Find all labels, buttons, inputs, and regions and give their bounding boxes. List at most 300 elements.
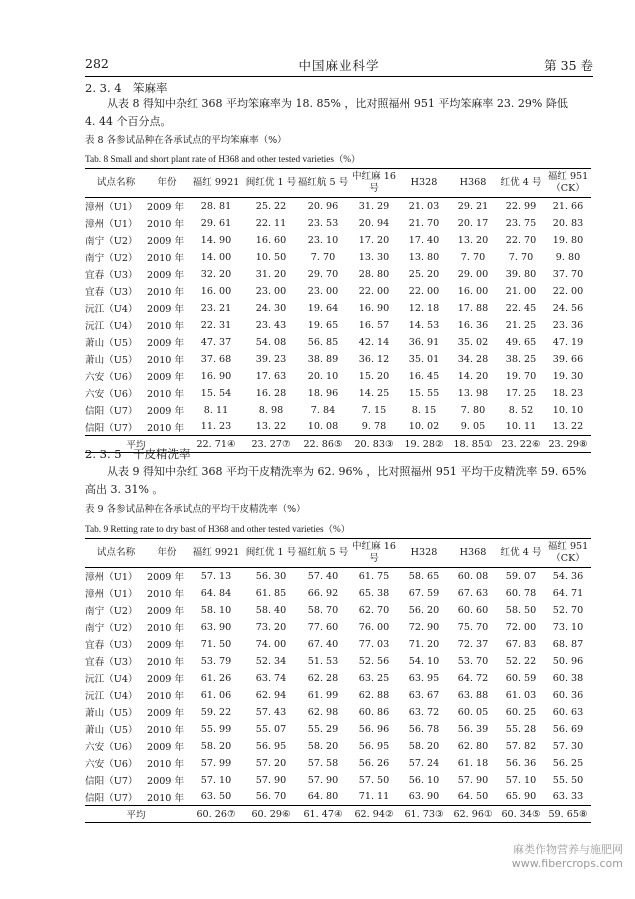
watermark-line: www.fibercrops.com xyxy=(511,857,623,870)
value-cell: 64. 71 xyxy=(552,587,584,599)
value-cell: 54. 10 xyxy=(408,655,440,667)
value-cell: 10. 10 xyxy=(552,404,584,416)
section-heading-2-3-5 xyxy=(85,446,191,462)
value-cell: 72. 00 xyxy=(505,621,537,633)
value-cell: 15. 20 xyxy=(358,370,390,382)
table9-caption-cn: 表 9 各参试品种在各承试点的平均干皮精洗率（%） xyxy=(85,504,306,515)
value-cell: 16. 00 xyxy=(457,285,489,297)
value-cell: 13. 22 xyxy=(552,421,584,433)
year-cell: 2010 年 xyxy=(147,321,185,332)
value-cell: 22. 11 xyxy=(255,217,287,229)
value-cell: 57. 90 xyxy=(457,774,489,786)
value-cell: 64. 84 xyxy=(200,587,232,599)
column-header: H368 xyxy=(459,547,487,558)
site-cell: 信阳（U7） xyxy=(85,422,138,434)
table-row xyxy=(85,619,591,636)
year-cell: 2010 年 xyxy=(147,355,185,366)
value-cell: 52. 22 xyxy=(505,655,537,667)
value-cell: 39. 66 xyxy=(552,353,584,365)
site-cell: 萧山（U5） xyxy=(85,725,138,736)
value-cell: 57. 13 xyxy=(200,570,232,582)
value-cell: 61. 85 xyxy=(255,587,287,599)
site-cell: 漳州（U1） xyxy=(85,202,138,214)
section-heading-2-3-4 xyxy=(85,80,168,96)
value-cell: 17. 88 xyxy=(457,302,489,314)
value-cell: 57. 30 xyxy=(552,740,584,752)
column-header: 闽红优 1 号 xyxy=(245,177,297,188)
value-cell: 60. 60 xyxy=(457,604,489,616)
year-cell: 2009 年 xyxy=(147,270,185,281)
value-cell: 57. 20 xyxy=(255,757,287,769)
value-cell: 13. 22 xyxy=(255,421,287,433)
column-header: 红优 4 号 xyxy=(500,547,542,558)
site-cell: 六安（U6） xyxy=(85,389,138,400)
journal-title: 中国麻业科学 xyxy=(298,58,380,73)
value-cell: 42. 14 xyxy=(358,336,390,348)
table-row xyxy=(85,687,591,704)
value-cell: 23. 75 xyxy=(505,217,537,229)
value-cell: 66. 92 xyxy=(307,587,339,599)
year-cell: 2010 年 xyxy=(147,623,185,634)
table-row xyxy=(85,317,591,334)
value-cell: 58. 65 xyxy=(408,570,440,582)
average-value-cell: 23. 22⑥ xyxy=(497,436,545,453)
site-cell: 沅江（U4） xyxy=(85,674,138,685)
value-cell: 56. 70 xyxy=(255,791,287,803)
table8-caption-en: Tab. 8 Small and short plant rate of H368 and other tested varieties（%） xyxy=(85,155,361,165)
value-cell: 8. 11 xyxy=(203,404,229,416)
value-cell: 20. 17 xyxy=(457,217,489,229)
value-cell: 62. 94 xyxy=(255,689,287,701)
value-cell: 63. 90 xyxy=(408,791,440,803)
value-cell: 57. 99 xyxy=(200,757,232,769)
table-header-row xyxy=(85,169,591,198)
table-row xyxy=(85,334,591,351)
table-row xyxy=(85,402,591,419)
value-cell: 10. 50 xyxy=(255,251,287,263)
value-cell: 16. 57 xyxy=(358,319,390,331)
value-cell: 56. 95 xyxy=(255,740,287,752)
value-cell: 53. 79 xyxy=(200,655,232,667)
value-cell: 49. 65 xyxy=(505,336,537,348)
value-cell: 29. 21 xyxy=(457,200,489,212)
value-cell: 57. 90 xyxy=(255,774,287,786)
value-cell: 13. 30 xyxy=(358,251,390,263)
value-cell: 23. 00 xyxy=(307,285,339,297)
table-row xyxy=(85,789,591,806)
value-cell: 47. 37 xyxy=(200,336,232,348)
value-cell: 39. 80 xyxy=(505,268,537,280)
value-cell: 25. 22 xyxy=(255,200,287,212)
value-cell: 19. 65 xyxy=(307,319,339,331)
average-label: 平均 xyxy=(85,806,187,823)
value-cell: 22. 99 xyxy=(505,200,537,212)
value-cell: 18. 96 xyxy=(307,387,339,399)
column-header: 闽红优 1 号 xyxy=(245,547,297,558)
value-cell: 24. 56 xyxy=(552,302,584,314)
value-cell: 73. 10 xyxy=(552,621,584,633)
section-title: 干皮精洗率 xyxy=(133,447,191,461)
value-cell: 22. 45 xyxy=(505,302,537,314)
value-cell: 28. 80 xyxy=(358,268,390,280)
value-cell: 62. 80 xyxy=(457,740,489,752)
table-row xyxy=(85,283,591,300)
value-cell: 29. 00 xyxy=(457,268,489,280)
value-cell: 55. 07 xyxy=(255,723,287,735)
value-cell: 62. 98 xyxy=(307,706,339,718)
value-cell: 23. 21 xyxy=(200,302,232,314)
value-cell: 56. 78 xyxy=(408,723,440,735)
value-cell: 52. 70 xyxy=(552,604,584,616)
value-cell: 53. 70 xyxy=(457,655,489,667)
value-cell: 14. 20 xyxy=(457,370,489,382)
year-cell: 2009 年 xyxy=(147,708,185,719)
value-cell: 22. 70 xyxy=(505,234,537,246)
table-row xyxy=(85,232,591,249)
site-cell: 六安（U6） xyxy=(85,372,138,383)
site-cell: 南宁（U2） xyxy=(85,606,138,617)
table-row xyxy=(85,670,591,687)
value-cell: 8. 98 xyxy=(258,404,284,416)
average-value-cell: 60. 26⑦ xyxy=(187,806,245,823)
table-row xyxy=(85,266,591,283)
value-cell: 56. 85 xyxy=(307,336,339,348)
year-cell: 2009 年 xyxy=(147,572,185,584)
site-cell: 萧山（U5） xyxy=(85,355,138,366)
value-cell: 37. 68 xyxy=(200,353,232,365)
value-cell: 56. 95 xyxy=(358,740,390,752)
value-cell: 9. 80 xyxy=(555,251,581,263)
value-cell: 17. 20 xyxy=(358,234,390,246)
table-row xyxy=(85,755,591,772)
value-cell: 8. 52 xyxy=(508,404,534,416)
value-cell: 36. 91 xyxy=(408,336,440,348)
year-cell: 2009 年 xyxy=(147,202,185,214)
value-cell: 19. 80 xyxy=(552,234,584,246)
year-cell: 2009 年 xyxy=(147,372,185,383)
year-cell: 2010 年 xyxy=(147,691,185,702)
table-row xyxy=(85,636,591,653)
value-cell: 67. 59 xyxy=(408,587,440,599)
running-header xyxy=(85,56,593,74)
column-header: 福红航 5 号 xyxy=(297,177,349,188)
value-cell: 18. 23 xyxy=(552,387,584,399)
table8-caption-cn: 表 8 各参试品种在各承试点的平均笨麻率（%） xyxy=(85,135,287,146)
value-cell: 61. 75 xyxy=(358,570,390,582)
page-number: 282 xyxy=(85,56,109,71)
value-cell: 7. 70 xyxy=(310,251,336,263)
value-cell: 60. 78 xyxy=(505,587,537,599)
value-cell: 63. 72 xyxy=(408,706,440,718)
value-cell: 58. 10 xyxy=(200,604,232,616)
value-cell: 67. 40 xyxy=(307,638,339,650)
value-cell: 13. 80 xyxy=(408,251,440,263)
value-cell: 17. 63 xyxy=(255,370,287,382)
value-cell: 39. 23 xyxy=(255,353,287,365)
table-row xyxy=(85,368,591,385)
table-row xyxy=(85,721,591,738)
value-cell: 16. 90 xyxy=(358,302,390,314)
value-cell: 57. 90 xyxy=(307,774,339,786)
value-cell: 35. 01 xyxy=(408,353,440,365)
value-cell: 57. 82 xyxy=(505,740,537,752)
value-cell: 58. 50 xyxy=(505,604,537,616)
year-cell: 2010 年 xyxy=(147,657,185,668)
value-cell: 21. 00 xyxy=(505,285,537,297)
value-cell: 29. 70 xyxy=(307,268,339,280)
value-cell: 57. 50 xyxy=(358,774,390,786)
value-cell: 64. 50 xyxy=(457,791,489,803)
header-rule xyxy=(85,76,593,77)
average-value-cell: 60. 29⑥ xyxy=(245,806,297,823)
column-header: 试点名称 xyxy=(96,547,136,558)
value-cell: 63. 50 xyxy=(200,791,232,803)
value-cell: 56. 10 xyxy=(408,774,440,786)
value-cell: 21. 25 xyxy=(505,319,537,331)
value-cell: 60. 08 xyxy=(457,570,489,582)
column-header: H368 xyxy=(459,177,487,188)
value-cell: 23. 10 xyxy=(307,234,339,246)
average-value-cell: 22. 86⑤ xyxy=(297,436,349,453)
value-cell: 61. 03 xyxy=(505,689,537,701)
column-header: 中红麻 16 号 xyxy=(351,541,397,564)
value-cell: 8. 15 xyxy=(411,404,437,416)
table-row xyxy=(85,738,591,755)
value-cell: 16. 90 xyxy=(200,370,232,382)
table-row xyxy=(85,568,591,585)
average-value-cell: 19. 28② xyxy=(399,436,449,453)
value-cell: 14. 53 xyxy=(408,319,440,331)
value-cell: 63. 74 xyxy=(255,672,287,684)
value-cell: 73. 20 xyxy=(255,621,287,633)
value-cell: 47. 19 xyxy=(552,336,584,348)
table-header-row xyxy=(85,539,591,568)
value-cell: 17. 25 xyxy=(505,387,537,399)
site-cell: 萧山（U5） xyxy=(85,338,138,349)
value-cell: 63. 67 xyxy=(408,689,440,701)
value-cell: 21. 03 xyxy=(408,200,440,212)
year-cell: 2009 年 xyxy=(147,640,185,651)
average-label: 平均 xyxy=(85,436,187,453)
site-cell: 宜春（U3） xyxy=(85,287,138,298)
year-cell: 2009 年 xyxy=(147,674,185,685)
value-cell: 16. 60 xyxy=(255,234,287,246)
table-row xyxy=(85,585,591,602)
table-8 xyxy=(85,168,591,453)
value-cell: 52. 56 xyxy=(358,655,390,667)
average-value-cell: 61. 73③ xyxy=(399,806,449,823)
value-cell: 22. 00 xyxy=(552,285,584,297)
average-value-cell: 23. 29⑧ xyxy=(545,436,591,453)
value-cell: 37. 70 xyxy=(552,268,584,280)
value-cell: 22. 00 xyxy=(358,285,390,297)
site-cell: 信阳（U7） xyxy=(85,792,138,804)
value-cell: 55. 29 xyxy=(307,723,339,735)
value-cell: 56. 39 xyxy=(457,723,489,735)
value-cell: 12. 18 xyxy=(408,302,440,314)
value-cell: 19. 70 xyxy=(505,370,537,382)
value-cell: 60. 36 xyxy=(552,689,584,701)
value-cell: 57. 10 xyxy=(505,774,537,786)
value-cell: 62. 88 xyxy=(358,689,390,701)
year-cell: 2010 年 xyxy=(147,792,185,804)
table-row xyxy=(85,351,591,368)
value-cell: 72. 90 xyxy=(408,621,440,633)
value-cell: 54. 08 xyxy=(255,336,287,348)
column-header: 福红航 5 号 xyxy=(297,547,349,558)
site-cell: 信阳（U7） xyxy=(85,776,138,787)
value-cell: 75. 70 xyxy=(457,621,489,633)
value-cell: 16. 00 xyxy=(200,285,232,297)
value-cell: 9. 78 xyxy=(361,421,387,433)
value-cell: 58. 20 xyxy=(200,740,232,752)
value-cell: 72. 37 xyxy=(457,638,489,650)
value-cell: 65. 38 xyxy=(358,587,390,599)
table-row xyxy=(85,385,591,402)
section-number: 2. 3. 4 xyxy=(85,81,122,95)
table9-caption-en: Tab. 9 Retting rate to dry bast of H368 and other tested varieties（%） xyxy=(85,525,351,535)
site-cell: 六安（U6） xyxy=(85,759,138,770)
average-value-cell: 22. 71④ xyxy=(187,436,245,453)
value-cell: 63. 90 xyxy=(200,621,232,633)
section-title: 笨麻率 xyxy=(133,81,168,95)
value-cell: 7. 70 xyxy=(508,251,534,263)
value-cell: 23. 00 xyxy=(255,285,287,297)
value-cell: 71. 50 xyxy=(200,638,232,650)
value-cell: 32. 20 xyxy=(200,268,232,280)
value-cell: 7. 15 xyxy=(361,404,387,416)
value-cell: 20. 94 xyxy=(358,217,390,229)
value-cell: 16. 36 xyxy=(457,319,489,331)
value-cell: 20. 83 xyxy=(552,217,584,229)
value-cell: 14. 90 xyxy=(200,234,232,246)
value-cell: 55. 50 xyxy=(552,774,584,786)
site-cell: 沅江（U4） xyxy=(85,691,138,702)
year-cell: 2010 年 xyxy=(147,589,185,600)
site-cell: 南宁（U2） xyxy=(85,253,138,264)
value-cell: 10. 02 xyxy=(408,421,440,433)
value-cell: 58. 70 xyxy=(307,604,339,616)
value-cell: 20. 96 xyxy=(307,200,339,212)
table-row xyxy=(85,249,591,266)
site-cell: 六安（U6） xyxy=(85,742,138,753)
value-cell: 31. 29 xyxy=(358,200,390,212)
table-row xyxy=(85,300,591,317)
value-cell: 16. 28 xyxy=(255,387,287,399)
year-cell: 2010 年 xyxy=(147,287,185,298)
value-cell: 67. 63 xyxy=(457,587,489,599)
column-header: 中红麻 16 号 xyxy=(351,171,397,194)
value-cell: 63. 25 xyxy=(358,672,390,684)
section-number: 2. 3. 5 xyxy=(85,447,122,461)
average-value-cell: 18. 85① xyxy=(449,436,497,453)
value-cell: 77. 03 xyxy=(358,638,390,650)
value-cell: 58. 40 xyxy=(255,604,287,616)
site-cell: 沅江（U4） xyxy=(85,321,138,332)
value-cell: 57. 40 xyxy=(307,570,339,582)
value-cell: 58. 20 xyxy=(408,740,440,752)
year-cell: 2009 年 xyxy=(147,236,185,247)
value-cell: 13. 98 xyxy=(457,387,489,399)
paragraph-line: 从表 9 得知中杂红 368 平均干皮精洗率为 62. 96% ，比对照福州 951 平均干皮精洗率 59. 65% xyxy=(107,465,587,478)
site-cell: 信阳（U7） xyxy=(85,406,138,417)
year-cell: 2010 年 xyxy=(147,759,185,770)
column-header: 年份 xyxy=(157,547,177,558)
year-cell: 2010 年 xyxy=(147,422,185,434)
site-cell: 漳州（U1） xyxy=(85,572,138,584)
column-header: 试点名称 xyxy=(96,177,136,188)
year-cell: 2010 年 xyxy=(147,253,185,264)
value-cell: 23. 53 xyxy=(307,217,339,229)
value-cell: 25. 20 xyxy=(408,268,440,280)
table-row xyxy=(85,198,591,215)
value-cell: 64. 80 xyxy=(307,791,339,803)
site-cell: 萧山（U5） xyxy=(85,708,138,719)
value-cell: 57. 10 xyxy=(200,774,232,786)
value-cell: 10. 11 xyxy=(505,421,537,433)
average-row xyxy=(85,806,591,823)
year-cell: 2010 年 xyxy=(147,725,185,736)
value-cell: 61. 26 xyxy=(200,672,232,684)
paragraph-line: 从表 8 得知中杂红 368 平均笨麻率为 18. 85% ，比对照福州 951 平均笨麻率 23. 29% 降低 xyxy=(107,97,568,110)
section-paragraph xyxy=(85,95,591,131)
volume-label: 第 35 卷 xyxy=(544,58,593,73)
average-value-cell: 60. 34⑤ xyxy=(497,806,545,823)
value-cell: 58. 20 xyxy=(307,740,339,752)
value-cell: 60. 38 xyxy=(552,672,584,684)
year-cell: 2009 年 xyxy=(147,338,185,349)
value-cell: 56. 25 xyxy=(552,757,584,769)
value-cell: 11. 23 xyxy=(200,421,232,433)
value-cell: 57. 24 xyxy=(408,757,440,769)
value-cell: 55. 28 xyxy=(505,723,537,735)
value-cell: 77. 60 xyxy=(307,621,339,633)
column-header: H328 xyxy=(410,547,438,558)
value-cell: 38. 25 xyxy=(505,353,537,365)
value-cell: 56. 96 xyxy=(358,723,390,735)
value-cell: 71. 20 xyxy=(408,638,440,650)
table-row xyxy=(85,704,591,721)
value-cell: 50. 96 xyxy=(552,655,584,667)
value-cell: 7. 70 xyxy=(460,251,486,263)
column-header: 福红 951（CK） xyxy=(547,541,589,564)
average-value-cell: 62. 94② xyxy=(349,806,399,823)
value-cell: 20. 10 xyxy=(307,370,339,382)
column-header: 福红 9921 xyxy=(192,177,240,188)
value-cell: 63. 88 xyxy=(457,689,489,701)
year-cell: 2009 年 xyxy=(147,776,185,787)
value-cell: 35. 02 xyxy=(457,336,489,348)
site-cell: 南宁（U2） xyxy=(85,236,138,247)
year-cell: 2009 年 xyxy=(147,304,185,315)
value-cell: 71. 11 xyxy=(358,791,390,803)
value-cell: 15. 55 xyxy=(408,387,440,399)
column-header: 福红 951（CK） xyxy=(547,171,589,194)
section-paragraph xyxy=(85,463,591,499)
year-cell: 2009 年 xyxy=(147,742,185,753)
column-header: 福红 9921 xyxy=(192,547,240,558)
site-cell: 沅江（U4） xyxy=(85,304,138,315)
value-cell: 62. 28 xyxy=(307,672,339,684)
value-cell: 61. 18 xyxy=(457,757,489,769)
value-cell: 76. 00 xyxy=(358,621,390,633)
value-cell: 65. 90 xyxy=(505,791,537,803)
value-cell: 55. 99 xyxy=(200,723,232,735)
value-cell: 60. 25 xyxy=(505,706,537,718)
watermark-line: 麻类作物营养与施肥网 xyxy=(513,843,623,856)
value-cell: 52. 34 xyxy=(255,655,287,667)
value-cell: 68. 87 xyxy=(552,638,584,650)
